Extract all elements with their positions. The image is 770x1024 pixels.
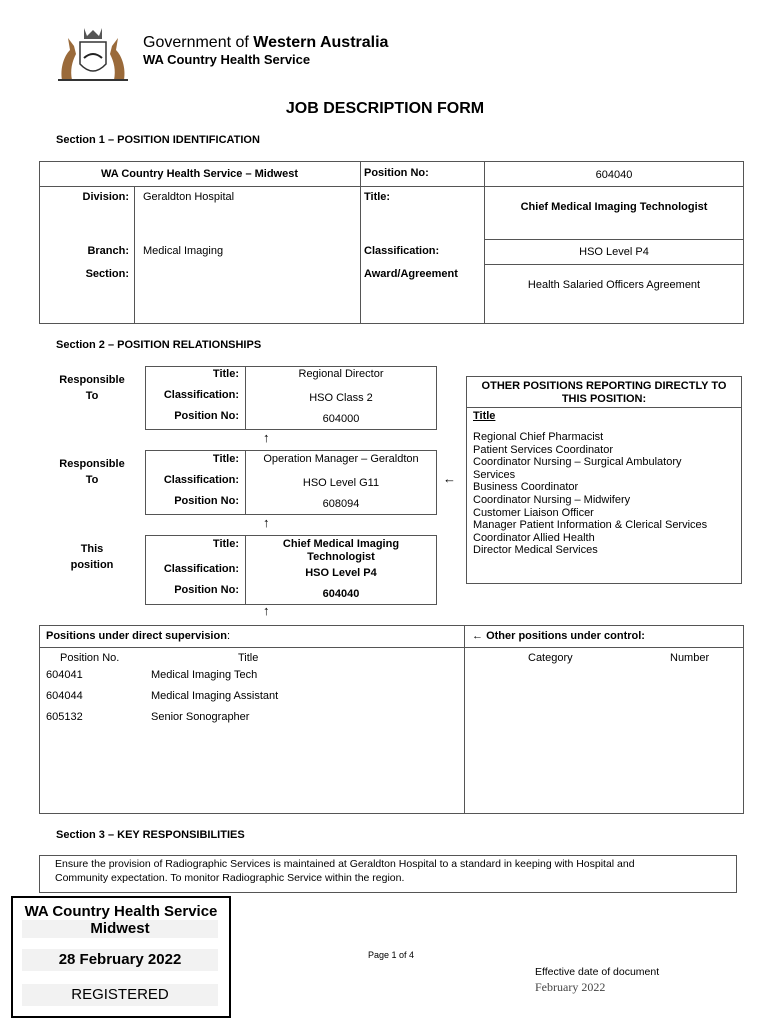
branch-value: Medical Imaging (143, 245, 224, 257)
other-positions-heading (466, 380, 742, 406)
classification-label: Classification: (364, 245, 440, 257)
key-responsibilities-text (55, 857, 635, 885)
classification-value: HSO Level P4 (579, 246, 649, 258)
responsible2-b: To (85, 474, 99, 486)
col-title: Title (238, 652, 259, 664)
arrow-up-icon: ↑ (263, 515, 270, 530)
other-control-text: Other positions under control: (486, 630, 645, 642)
org-name: WA Country Health Service – Midwest (100, 168, 299, 180)
other-heading-a: OTHER POSITIONS REPORTING DIRECTLY TO (481, 380, 727, 392)
position-no-value: 604040 (595, 169, 633, 181)
box2-posno-label: Position No: (174, 495, 239, 507)
section3-heading: Section 3 – KEY RESPONSIBILITIES (56, 829, 245, 841)
responsible-to-label-1 (52, 372, 132, 404)
arrow-up-icon: ↑ (263, 430, 270, 445)
responsible-to-label-2 (52, 456, 132, 488)
direct-supervision-colon: : (226, 630, 230, 642)
form-title: JOB DESCRIPTION FORM (285, 100, 485, 117)
other-control-label (472, 630, 645, 642)
responsibility-line-2: Community expectation. To monitor Radiographic Service within the region. (55, 872, 405, 884)
box2-classification: HSO Level G11 (302, 477, 380, 489)
division-label: Division: (82, 191, 129, 203)
box3-title-a: Chief Medical Imaging (282, 538, 400, 550)
responsibility-line-1: Ensure the provision of Radiographic Services is maintained at Geraldton Hospital to a standard in keeping with Hospital and (55, 858, 635, 870)
box1-title-label: Title: (212, 368, 239, 380)
responsible1-b: To (85, 390, 99, 402)
other-position-item: Services (473, 468, 516, 481)
supervised-position-title: Senior Sonographer (151, 711, 250, 723)
division-value: Geraldton Hospital (143, 191, 235, 203)
other-heading-b: THIS POSITION: (561, 393, 647, 405)
award-value: Health Salaried Officers Agreement (527, 279, 701, 291)
effective-date-value: February 2022 (535, 980, 606, 994)
government-name (143, 34, 388, 52)
box3-posno-label: Position No: (174, 584, 239, 596)
box3-classification: HSO Level P4 (305, 567, 377, 579)
title-value: Chief Medical Imaging Technologist (520, 201, 708, 213)
supervised-position-title: Medical Imaging Tech (151, 669, 258, 681)
supervised-position-no: 605132 (46, 711, 83, 723)
stamp-status: REGISTERED (22, 984, 218, 1006)
other-position-item: Regional Chief Pharmacist (473, 431, 604, 443)
responsible1-a: Responsible (59, 374, 125, 386)
other-positions-list (473, 431, 707, 557)
wa-crest-logo (56, 24, 130, 84)
other-position-item: Director Medical Services (473, 544, 598, 557)
responsible2-a: Responsible (59, 458, 125, 470)
stamp-line-2: Midwest (22, 920, 218, 938)
box2-title-label: Title: (212, 453, 239, 465)
branch-label: Branch: (87, 245, 129, 257)
box3-class-label: Classification: (163, 563, 239, 575)
title-label: Title: (364, 191, 391, 203)
supervised-position-title: Medical Imaging Assistant (151, 690, 279, 702)
direct-supervision-label (46, 630, 230, 642)
stamp-line-1: WA Country Health Service (24, 903, 218, 920)
gov-prefix: Government of (143, 34, 254, 51)
box1-class-label: Classification: (163, 389, 239, 401)
this-b: position (70, 559, 114, 571)
award-label: Award/Agreement (364, 268, 458, 280)
other-position-item: Coordinator Allied Health (473, 531, 595, 544)
box2-title: Operation Manager – Geraldton (263, 453, 419, 465)
other-position-item: Patient Services Coordinator (473, 443, 614, 456)
supervised-position-no: 604041 (46, 669, 83, 681)
box3-title (245, 538, 437, 564)
arrow-left-icon: ← (443, 471, 456, 486)
other-position-item: Business Coordinator (473, 481, 579, 494)
box3-title-label: Title: (212, 538, 239, 550)
box3-position-no: 604040 (322, 588, 360, 600)
col-position-no: Position No. (60, 652, 120, 664)
section2-heading: Section 2 – POSITION RELATIONSHIPS (56, 339, 262, 351)
section1-heading: Section 1 – POSITION IDENTIFICATION (56, 134, 260, 146)
gov-bold: Western Australia (253, 34, 389, 51)
col-category: Category (528, 652, 573, 664)
box1-position-no: 604000 (322, 413, 360, 425)
col-number: Number (670, 652, 710, 664)
section-label: Section: (85, 268, 129, 280)
box1-classification: HSO Class 2 (309, 392, 373, 404)
effective-date-label: Effective date of document (535, 966, 660, 978)
other-title-label: Title (473, 410, 496, 422)
other-position-item: Customer Liaison Officer (473, 506, 594, 519)
box2-position-no: 608094 (322, 498, 360, 510)
other-position-item: Coordinator Nursing – Midwifery (473, 493, 631, 506)
supervised-position-no: 604044 (46, 690, 83, 702)
box3-title-b: Technologist (307, 551, 375, 563)
this-a: This (80, 543, 104, 555)
this-position-label (52, 541, 132, 573)
arrow-up-icon: ↑ (263, 603, 270, 618)
other-position-item: Manager Patient Information & Clerical Services (473, 519, 708, 532)
arrow-left-icon: ← (472, 630, 483, 642)
box2-class-label: Classification: (163, 474, 239, 486)
box1-title: Regional Director (298, 368, 384, 380)
box1-posno-label: Position No: (174, 410, 239, 422)
page-number: Page 1 of 4 (368, 950, 415, 960)
direct-supervision-text: Positions under direct supervision (46, 630, 227, 642)
stamp-date: 28 February 2022 (22, 949, 218, 971)
other-position-item: Coordinator Nursing – Surgical Ambulatory (473, 456, 682, 469)
service-name: WA Country Health Service (143, 52, 311, 67)
position-no-label: Position No: (364, 167, 429, 179)
